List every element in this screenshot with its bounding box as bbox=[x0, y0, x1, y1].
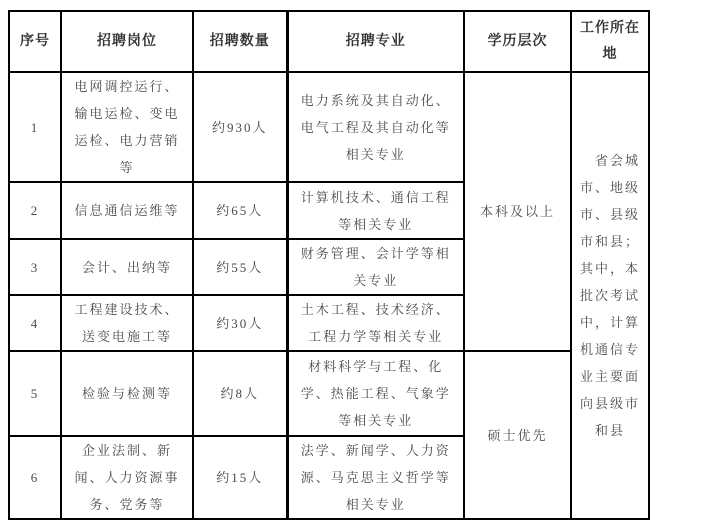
position-cell: 电网调控运行、输电运检、变电运检、电力营销等 bbox=[61, 72, 193, 182]
table-row bbox=[9, 72, 649, 182]
major-cell: 土木工程、技术经济、工程力学等相关专业 bbox=[287, 295, 464, 351]
major-cell: 计算机技术、通信工程等相关专业 bbox=[287, 182, 464, 239]
quantity-cell: 约15人 bbox=[193, 436, 287, 519]
header-major: 招聘专业 bbox=[287, 11, 464, 72]
position-cell: 会计、出纳等 bbox=[61, 239, 193, 295]
position-cell: 检验与检测等 bbox=[61, 351, 193, 436]
position-cell: 企业法制、新闻、人力资源事务、党务等 bbox=[61, 436, 193, 519]
header-row bbox=[9, 11, 649, 72]
header-education: 学历层次 bbox=[464, 11, 571, 72]
major-cell: 法学、新闻学、人力资源、马克思主义哲学等相关专业 bbox=[287, 436, 464, 519]
recruitment-table bbox=[8, 10, 650, 520]
major-cell: 电力系统及其自动化、电气工程及其自动化等相关专业 bbox=[287, 72, 464, 182]
education-cell-bachelor: 本科及以上 bbox=[464, 72, 571, 351]
quantity-cell: 约65人 bbox=[193, 182, 287, 239]
row-no-cell: 2 bbox=[9, 182, 61, 239]
header-position: 招聘岗位 bbox=[61, 11, 193, 72]
major-cell: 材料科学与工程、化学、热能工程、气象学等相关专业 bbox=[287, 351, 464, 436]
position-cell: 信息通信运维等 bbox=[61, 182, 193, 239]
row-no-cell: 4 bbox=[9, 295, 61, 351]
major-cell: 财务管理、会计学等相关专业 bbox=[287, 239, 464, 295]
quantity-cell: 约8人 bbox=[193, 351, 287, 436]
row-no-cell: 1 bbox=[9, 72, 61, 182]
header-location: 工作所在地 bbox=[571, 11, 649, 72]
header-quantity: 招聘数量 bbox=[193, 11, 287, 72]
education-cell-master: 硕士优先 bbox=[464, 351, 571, 519]
header-no: 序号 bbox=[9, 11, 61, 72]
location-cell: 省会城市、地级市、县级市和县；其中，本批次考试中，计算机通信专业主要面向县级市和县 bbox=[571, 72, 649, 519]
position-cell: 工程建设技术、送变电施工等 bbox=[61, 295, 193, 351]
row-no-cell: 6 bbox=[9, 436, 61, 519]
row-no-cell: 3 bbox=[9, 239, 61, 295]
table-row bbox=[9, 351, 649, 436]
row-no-cell: 5 bbox=[9, 351, 61, 436]
quantity-cell: 约30人 bbox=[193, 295, 287, 351]
quantity-cell: 约930人 bbox=[193, 72, 287, 182]
quantity-cell: 约55人 bbox=[193, 239, 287, 295]
